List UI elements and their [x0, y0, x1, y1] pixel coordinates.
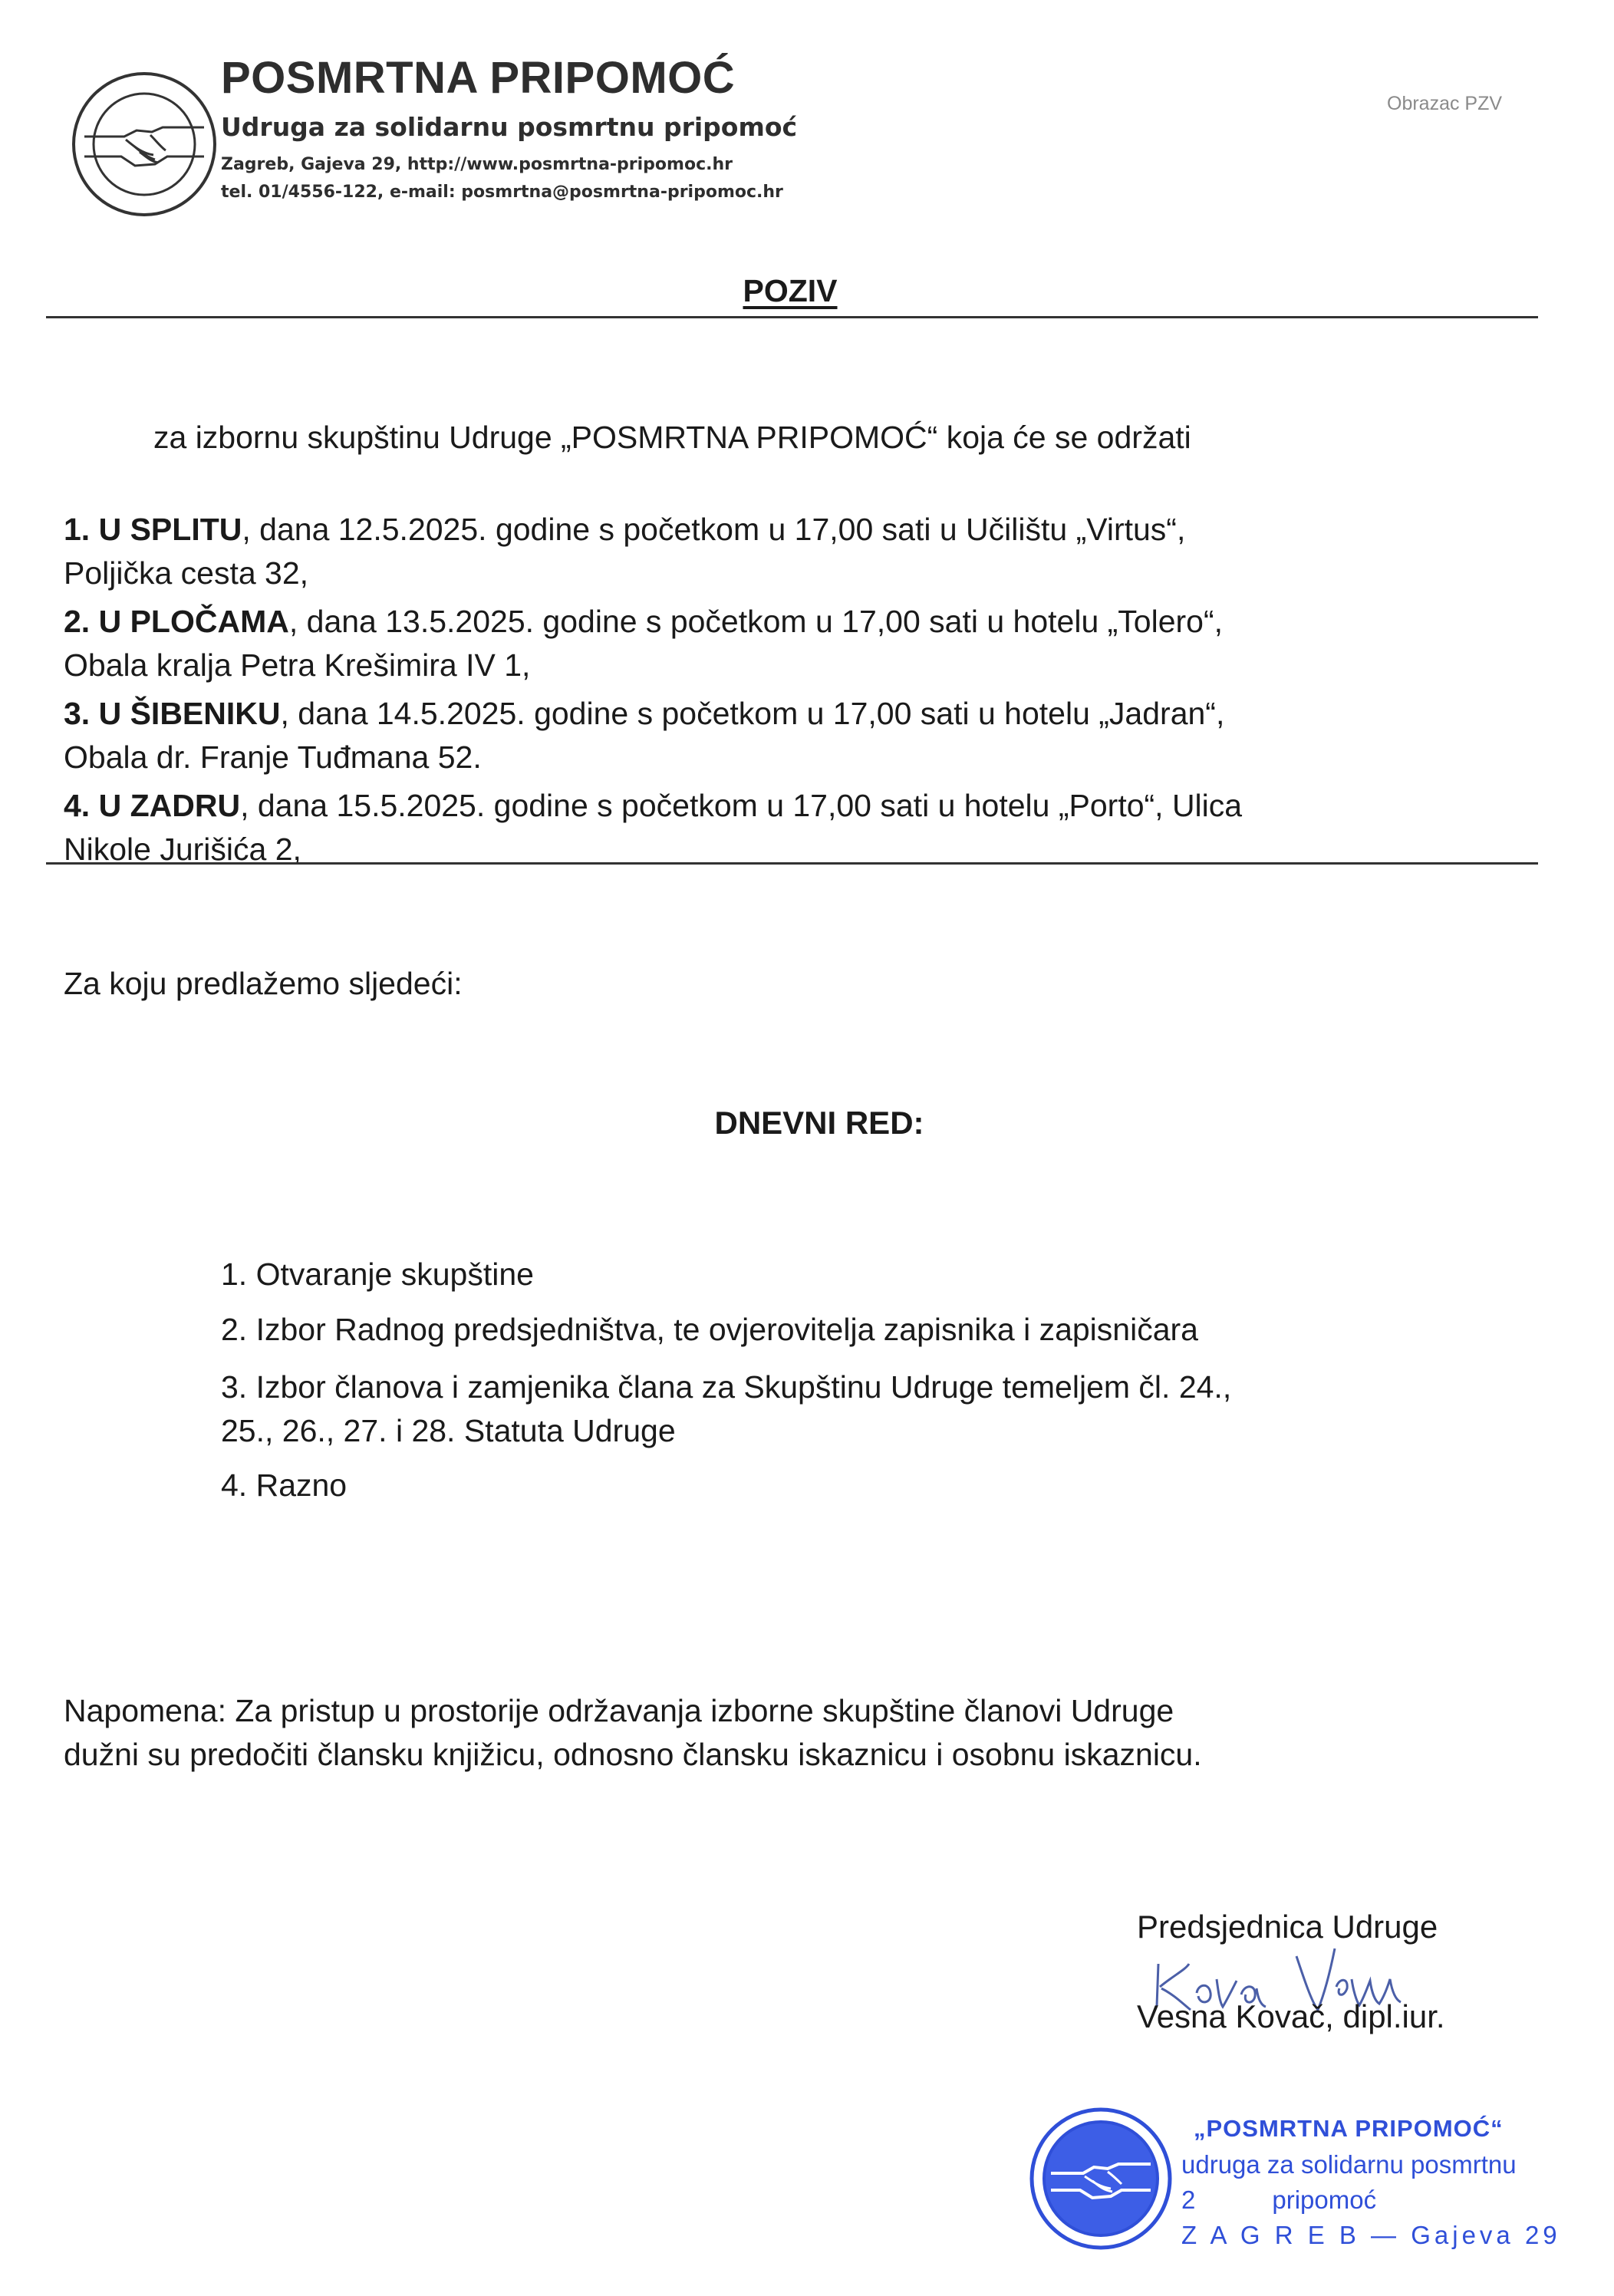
location-3: [64, 692, 1224, 779]
location-place: 4. U ZADRU: [64, 788, 241, 823]
location-address: Obala dr. Franje Tuđmana 52.: [64, 740, 482, 775]
location-place: 2. U PLOČAMA: [64, 604, 289, 639]
note-line: Napomena: Za pristup u prostorije održavanja izborne skupštine članovi Udruge: [64, 1693, 1174, 1728]
org-contact: tel. 01/4556-122, e-mail: posmrtna@posmrtna-pripomoc.hr: [221, 183, 783, 202]
stamp-line-text: pripomoć: [1272, 2186, 1377, 2214]
location-details: , dana 13.5.2025. godine s početkom u 17,00 sati u hotelu „Tolero“,: [288, 604, 1224, 639]
location-details: , dana 15.5.2025. godine s početkom u 17,00 sati u hotelu „Porto“, Ulica: [240, 788, 1243, 823]
agenda-item-text: 4. Razno: [221, 1468, 348, 1503]
stamp-number: 2: [1181, 2186, 1196, 2214]
divider: [46, 316, 1538, 318]
proposal-text: Za koju predlažemo sljedeći:: [64, 966, 463, 1001]
location-address: Poljička cesta 32,: [64, 555, 309, 591]
location-address: Obala kralja Petra Krešimira IV 1,: [64, 647, 531, 683]
agenda-item-text: 3. Izbor članova i zamjenika člana za Skupštinu Udruge temeljem čl. 24.,: [221, 1369, 1232, 1405]
agenda-item-text-continued: 25., 26., 27. i 28. Statuta Udruge: [221, 1413, 676, 1448]
handshake-logo-icon: [71, 71, 218, 218]
location-2: [64, 600, 1223, 687]
signatory-title: Predsjednica Udruge: [1137, 1909, 1438, 1945]
agenda-item: [221, 1365, 1231, 1453]
stamp-seal-icon: [1028, 2106, 1174, 2252]
agenda-item-text: 1. Otvaranje skupštine: [221, 1257, 534, 1292]
location-address: Nikole Jurišića 2,: [64, 832, 301, 867]
org-address: Zagreb, Gajeva 29, http://www.posmrtna-pripomoc.hr: [221, 155, 733, 174]
location-details: , dana 12.5.2025. godine s početkom u 17,00 sati u Učilištu „Virtus“,: [242, 512, 1186, 547]
agenda-item: [221, 1253, 534, 1296]
agenda-title: DNEVNI RED:: [714, 1105, 924, 1141]
signatory-name: Vesna Kovač, dipl.iur.: [1137, 1998, 1445, 2034]
location-details: , dana 14.5.2025. godine s početkom u 17,00 sati u hotelu „Jadran“,: [280, 696, 1225, 731]
org-name: POSMRTNA PRIPOMOĆ: [221, 53, 736, 103]
divider: [46, 862, 1538, 865]
note: [64, 1689, 1202, 1777]
agenda-item: [221, 1308, 1198, 1352]
location-place: 1. U SPLITU: [64, 512, 242, 547]
location-place: 3. U ŠIBENIKU: [64, 696, 281, 731]
stamp-line: udruga za solidarnu posmrtnu: [1181, 2150, 1517, 2179]
agenda-item: [221, 1464, 347, 1507]
intro-text: za izbornu skupštinu Udruge „POSMRTNA PRIPOMOĆ“ koja će se održati: [153, 420, 1191, 455]
location-4: [64, 784, 1242, 871]
note-line: dužni su predočiti člansku knjižicu, odnosno člansku iskaznicu i osobnu iskaznicu.: [64, 1737, 1202, 1772]
stamp-title: „POSMRTNA PRIPOMOĆ“: [1194, 2115, 1504, 2142]
stamp-line: [1181, 2183, 1376, 2217]
org-subtitle: Udruga za solidarnu posmrtnu pripomoć: [221, 112, 798, 142]
document-title: POZIV: [743, 273, 838, 308]
agenda-item-text: 2. Izbor Radnog predsjedništva, te ovjerovitelja zapisnika i zapisničara: [221, 1312, 1198, 1347]
form-code: Obrazac PZV: [1387, 93, 1503, 114]
location-1: [64, 508, 1185, 595]
stamp-address: Z A G R E B — Gajeva 29: [1181, 2221, 1561, 2249]
